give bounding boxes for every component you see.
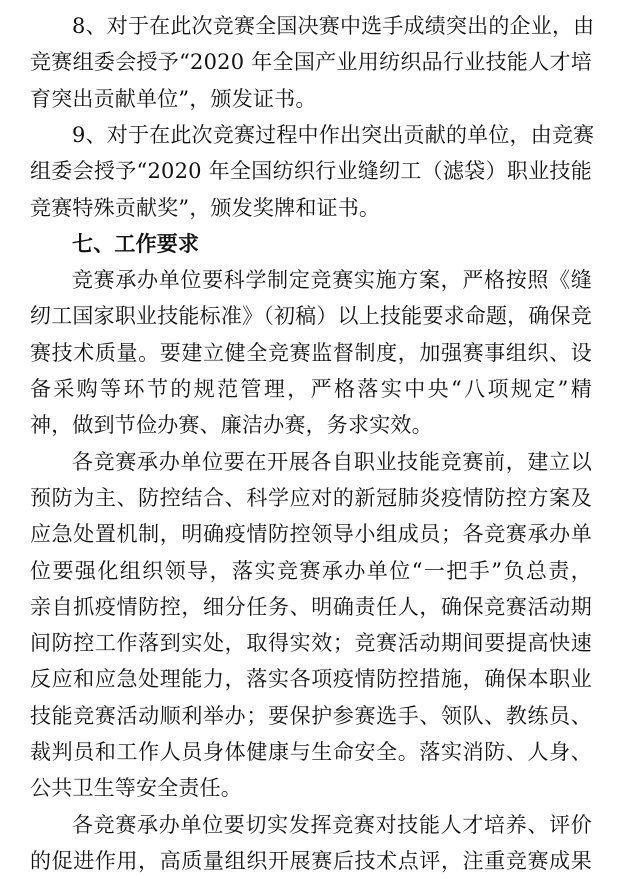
text-line: 竞赛特殊贡献奖”，颁发奖牌和证书。 xyxy=(30,195,381,220)
text-line: 组委会授予“2020 年全国纺织行业缝纫工（滤袋）职业技能 xyxy=(30,159,592,184)
text-line: 裁判员和工作人员身体健康与生命安全。落实消防、人身、 xyxy=(30,740,592,765)
text-line: 技能竞赛活动顺利举办；要保护参赛选手、领队、教练员、 xyxy=(30,703,592,728)
text-line: 间防控工作落到实处，取得实效；竞赛活动期间要提高快速 xyxy=(30,631,592,656)
text-line: 应急处置机制，明确疫情防控领导小组成员；各竞赛承办单 xyxy=(30,522,592,547)
text-line: 位要强化组织领导，落实竞赛承办单位“一把手”负总责， xyxy=(30,558,592,583)
text-line: 8、对于在此次竞赛全国决赛中选手成绩突出的企业，由 xyxy=(72,14,595,38)
text-line: 的促进作用，高质量组织开展赛后技术点评，注重竞赛成果 xyxy=(30,849,592,873)
text-line: 预防为主、防控结合、科学应对的新冠肺炎疫情防控方案及 xyxy=(30,485,592,510)
text-line: 竞赛承办单位要科学制定竞赛实施方案，严格按照《缝 xyxy=(72,268,592,293)
text-line: 赛技术质量。要建立健全竞赛监督制度，加强赛事组织、设 xyxy=(30,340,592,365)
text-line: 各竞赛承办单位要在开展各自职业技能竞赛前，建立以 xyxy=(72,449,592,474)
text-line: 公共卫生等安全责任。 xyxy=(30,776,242,801)
text-line: 各竞赛承办单位要切实发挥竞赛对技能人才培养、评价 xyxy=(72,812,592,837)
text-line: 神，做到节俭办赛、廉洁办赛，务求实效。 xyxy=(30,413,433,438)
text-line: 竞赛组委会授予“2020 年全国产业用纺织品行业技能人才培 xyxy=(30,50,592,75)
text-line: 备采购等环节的规范管理，严格落实中央“八项规定”精 xyxy=(30,377,592,402)
section-heading: 七、工作要求 xyxy=(72,231,200,256)
text-line: 纫工国家职业技能标准》（初稿）以上技能要求命题，确保竞 xyxy=(30,304,592,329)
text-line: 反应和应急处理能力，落实各项疫情防控措施，确保本职业 xyxy=(30,667,592,692)
text-line: 9、对于在此次竞赛过程中作出突出贡献的单位，由竞赛 xyxy=(72,122,595,147)
text-line: 育突出贡献单位”，颁发证书。 xyxy=(30,86,317,111)
text-line: 亲自抓疫情防控，细分任务、明确责任人，确保竞赛活动期 xyxy=(30,594,592,619)
